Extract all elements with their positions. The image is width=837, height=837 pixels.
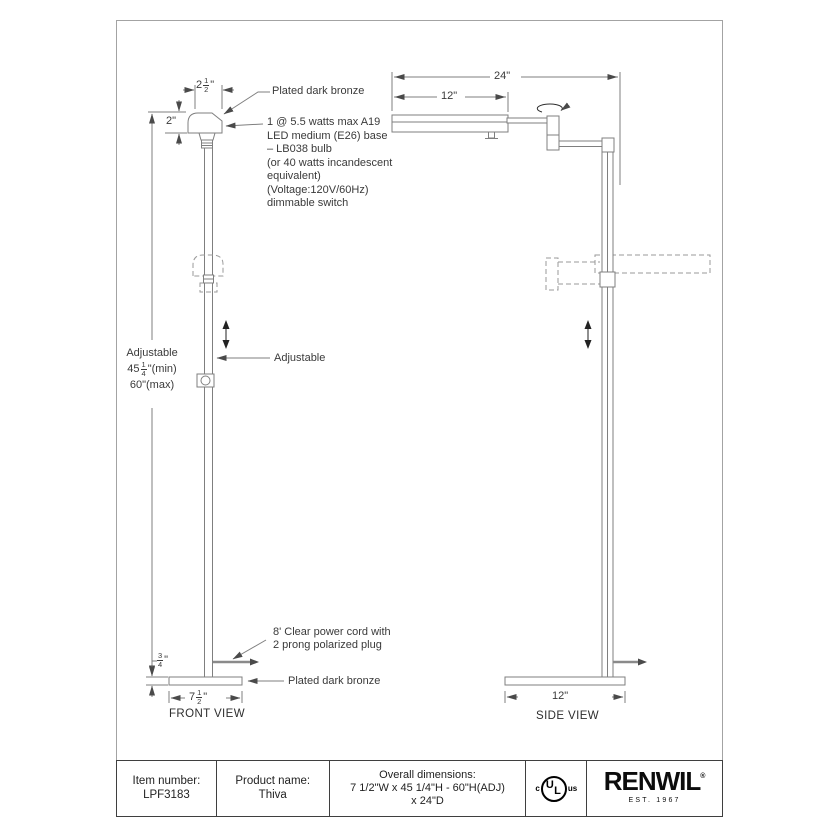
overall-dimensions-cell	[330, 761, 527, 816]
overall-dimensions-value2: x 24"D	[411, 795, 444, 807]
bulb-spec-line: LED medium (E26) base	[267, 129, 388, 142]
item-number-cell	[117, 761, 217, 816]
dim-base-height: $\frac{3}{4}$ "	[158, 651, 169, 669]
ul-certification-cell	[526, 761, 587, 816]
side-view-title: SIDE VIEW	[536, 710, 600, 722]
callout-power-cord: 8' Clear power cord with 2 prong polarized plug	[273, 626, 391, 651]
dim-overall-depth: 24"	[494, 70, 511, 82]
front-view-title: FRONT VIEW	[169, 708, 245, 720]
dim-max-height: 60"(max)	[129, 379, 175, 391]
overall-dimensions-value1: 7 1/2"W x 45 1/4"H - 60"H(ADJ)	[350, 782, 505, 794]
bulb-spec-line: 1 @ 5.5 watts max A19	[267, 116, 381, 128]
bulb-spec-line: equivalent)	[267, 170, 321, 182]
item-number-label: Item number:	[132, 775, 201, 787]
adjustable-height-title: Adjustable	[126, 347, 178, 359]
dim-head-width: 2 $\frac{1}{2}$ "	[196, 76, 215, 94]
bulb-spec-note	[267, 116, 392, 211]
ul-mark-icon: c U L us	[535, 776, 577, 802]
callout-adjustable: Adjustable	[274, 352, 326, 364]
bulb-spec-line: (or 40 watts incandescent	[267, 156, 393, 169]
brand-cell	[587, 761, 722, 816]
spec-table	[116, 760, 723, 817]
renwil-logo: RENWIL ® EST. 1967	[604, 769, 706, 808]
dim-head-height: 2"	[166, 115, 177, 127]
dim-base-width: 7 $\frac{1}{2}$ "	[189, 688, 208, 706]
callout-plated-dark-bronze-bottom: Plated dark bronze	[288, 675, 381, 687]
adjustable-height-note	[118, 347, 186, 392]
overall-dimensions-label: Overall dimensions:	[379, 769, 476, 781]
dim-base-depth: 12"	[552, 690, 569, 702]
product-name-cell	[217, 761, 330, 816]
dim-min-height: 45 $\frac{1}{4}$ "(min)	[127, 360, 177, 378]
item-number-value: LPF3183	[143, 788, 190, 801]
callout-plated-dark-bronze-top: Plated dark bronze	[272, 85, 365, 97]
dim-shade-length: 12"	[441, 90, 458, 102]
bulb-spec-line: (Voltage:120V/60Hz)	[267, 183, 369, 196]
brand-tagline: EST. 1967	[628, 797, 681, 805]
product-name-value: Thiva	[258, 788, 287, 801]
bulb-spec-line: dimmable switch	[267, 197, 349, 209]
bulb-spec-line: – LB038 bulb	[267, 143, 332, 155]
product-name-label: Product name:	[235, 775, 311, 787]
